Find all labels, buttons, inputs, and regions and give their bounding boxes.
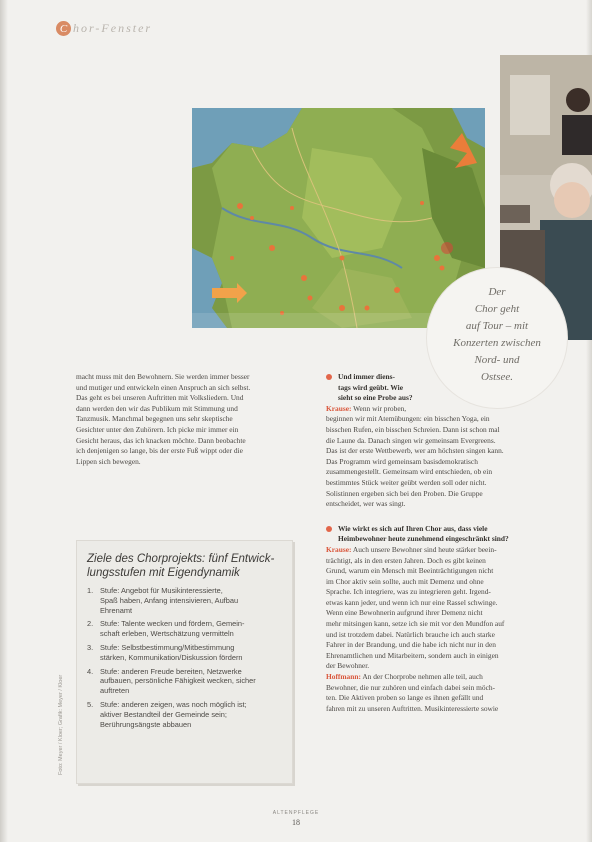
section-label: hor-Fenster [73, 21, 153, 35]
text-line: macht muss mit den Bewohnern. Sie werden immer besser [76, 372, 250, 381]
text-line: und mutiger und entwickeln einen Anspruch an sich selbst. [76, 382, 251, 392]
item-line: Berührungsängste abbauen [100, 719, 192, 729]
section-header [56, 21, 152, 36]
item-line: stärken, Kommunikation/Diskussion fördern [100, 652, 243, 662]
answer-line: bisschen Rufen, ein bisschen Schreien. Dann ist schon mal [326, 424, 500, 434]
answer-text: Wenn wir proben, [351, 403, 407, 413]
speaker-name: Hoffmann: [326, 672, 361, 682]
question-line: Wie wirkt es sich auf Ihren Chor aus, dass viele [338, 523, 488, 533]
item-line: aufbauen, persönliche Fähigkeit wecken, sicher [100, 676, 256, 686]
text-line: Tanzmusik. Manchmal begegnen uns sehr skeptische [76, 414, 233, 424]
answer-line: Grund, warum ein Mensch mit Beeinträchtigungen nicht [326, 566, 494, 576]
answer-line: fahren mit zu unseren Auftritten. Musikinteressierte sowie [326, 703, 499, 713]
page-spine-shadow [0, 0, 8, 842]
item-line: Stufe: anderen zeigen, was noch möglich ist; [100, 699, 247, 709]
question-bullet-icon [326, 526, 332, 532]
answer-line: im Chor aktiv sein sollte, auch mit Demenz und ohne [326, 576, 484, 586]
title-line: Ziele des Chorprojekts: fünf Entwick- [87, 553, 275, 565]
photo-credit-text: Foto: Meyer / Kloer; Grafik: Meyer / Kloer [58, 674, 64, 775]
text-line: Gesichter unter den Zuhörern. Ich picke mir immer ein [76, 424, 239, 434]
question-line: Und immer diens- [338, 372, 395, 381]
question-line: tags wird geübt. Wie [338, 382, 404, 392]
item-line: Spaß haben, Anfang intensivieren, Aufbau [100, 595, 239, 605]
list-item [87, 619, 292, 639]
answer-line: Ehrenamtlichen und Mitarbeitern, sondern auch in einigen [326, 650, 499, 660]
item-number: 1. [87, 586, 94, 595]
text-line: Lippen sich bewegen. [76, 456, 141, 466]
answer-text: Auch unsere Bewohner sind heute stärker beein- [351, 544, 497, 554]
text-line: Gesicht heraus, das ich knacken möchte. Dann beobachte [76, 435, 246, 445]
answer-line: Das ist der erste Wettbewerb, wer am höchsten singen kann. [326, 446, 504, 456]
text-line: dann werden den wir das Publikum mit Stimmung und [76, 403, 238, 413]
list-item [87, 643, 292, 663]
item-line: Stufe: Angebot für Musikinteressierte, [100, 586, 223, 595]
interview-question [326, 372, 572, 404]
right-column-text [326, 372, 572, 714]
goals-list [87, 586, 292, 733]
answer-line: bestimmtes Stück weiter geübt werden soll oder nicht. [326, 477, 487, 487]
caption-line: Konzerten zwischen [453, 337, 541, 349]
answer-line: der Bewohner. [326, 661, 370, 671]
answer-line: ten. Die Aktiven proben so lange es ihnen gefällt und [326, 693, 484, 703]
item-line: Stufe: anderen Freude bereiten, Netzwerke [100, 666, 242, 676]
answer-line: beginnen wir mit Atemübungen: ein bisschen Yoga, ein [326, 414, 490, 424]
answer-line: und ist trotzdem dabei. Natürlich brauche ich auch starke [326, 629, 495, 639]
text-line: ich denjenigen so lange, bis der erste Fuß wippt oder die [76, 446, 243, 456]
text-line: Das geht es bei unseren Auftritten mit Volksliedern. Und [76, 393, 244, 403]
answer-line: Das Programm wird gemeinsam basisdemokratisch [326, 456, 478, 466]
question-bullet-icon [326, 374, 332, 380]
answer-line: entscheidet, wer was singt. [326, 499, 406, 509]
answer-line: zusammengestellt. Gemeinsam wird entschieden, ob ein [326, 467, 493, 477]
item-line: Ehrenamt [100, 605, 133, 615]
photo-credit [58, 625, 68, 775]
answer-line: die Laune da. Danach singen wir gemeinsam Evergreens. [326, 435, 496, 445]
list-item [87, 667, 292, 696]
caption-line: Ostsee. [480, 371, 514, 383]
speaker-name: Krause: [326, 544, 352, 554]
item-number: 3. [87, 642, 94, 652]
answer-line [326, 404, 572, 415]
interview-question [326, 524, 572, 545]
answer-line: Wenn eine Bewohnerin aufgrund ihrer Demenz nicht [326, 608, 483, 618]
answer-line: Solistinnen ergeben sich bei den Proben. Die Gruppe [326, 488, 483, 498]
item-line: Stufe: Talente wecken und fördern, Gemein- [100, 619, 245, 629]
question-line: sieht so eine Probe aus? [338, 393, 413, 403]
goals-box [76, 540, 293, 784]
question-line: Heimbewohner heute zunehmend eingeschränkt sind? [338, 534, 509, 544]
left-column-text [76, 372, 308, 467]
answer-line: mehr mitsingen kann, setze ich sie mit vor den Mundfon auf [326, 619, 505, 629]
answer-line: Bewohner, die nur zuhören und einfach dabei sein möch- [326, 682, 496, 692]
item-line: auftreten [100, 686, 130, 696]
page-number: 18 [292, 818, 300, 827]
answer-text: An der Chorprobe nehmen alle teil, auch [360, 672, 483, 682]
caption-line: Nord- und [474, 354, 520, 366]
title-line: lungsstufen mit Eigendynamik [87, 566, 240, 579]
item-number: 2. [87, 619, 94, 629]
answer-line [326, 672, 572, 683]
answer-line: trächtigt, als in den ersten Jahren. Doch es gibt keinen [326, 555, 486, 565]
answer-line: Fahrer in der Brandung, und die habe ich nicht nur in den [326, 640, 496, 650]
speaker-name: Krause: [326, 403, 352, 413]
goals-box-title [87, 553, 287, 580]
section-logo-icon: C [56, 21, 71, 36]
item-number: 4. [87, 666, 94, 676]
answer-line [326, 545, 572, 556]
item-line: Stufe: Selbstbestimmung/Mitbestimmung [100, 642, 235, 652]
list-item [87, 700, 292, 729]
answer-line: etwas kann jeder, und wenn ich nur eine Rassel schwinge. [326, 597, 498, 607]
caption-line: auf Tour – mit [465, 320, 529, 332]
footer-label: ALTENPFLEGE [272, 810, 320, 816]
caption-line: Chor geht [474, 303, 520, 315]
answer-line: Sprache. Ich integriere, was zu integrieren geht. Irgend- [326, 587, 491, 597]
item-line: aktiver Bestandteil der Gemeinde sein; [100, 709, 227, 719]
caption-line: Der [488, 286, 506, 298]
item-line: schaft erleben, Wertschätzung vermitteln [100, 629, 234, 639]
list-item [87, 586, 292, 615]
item-number: 5. [87, 699, 94, 709]
